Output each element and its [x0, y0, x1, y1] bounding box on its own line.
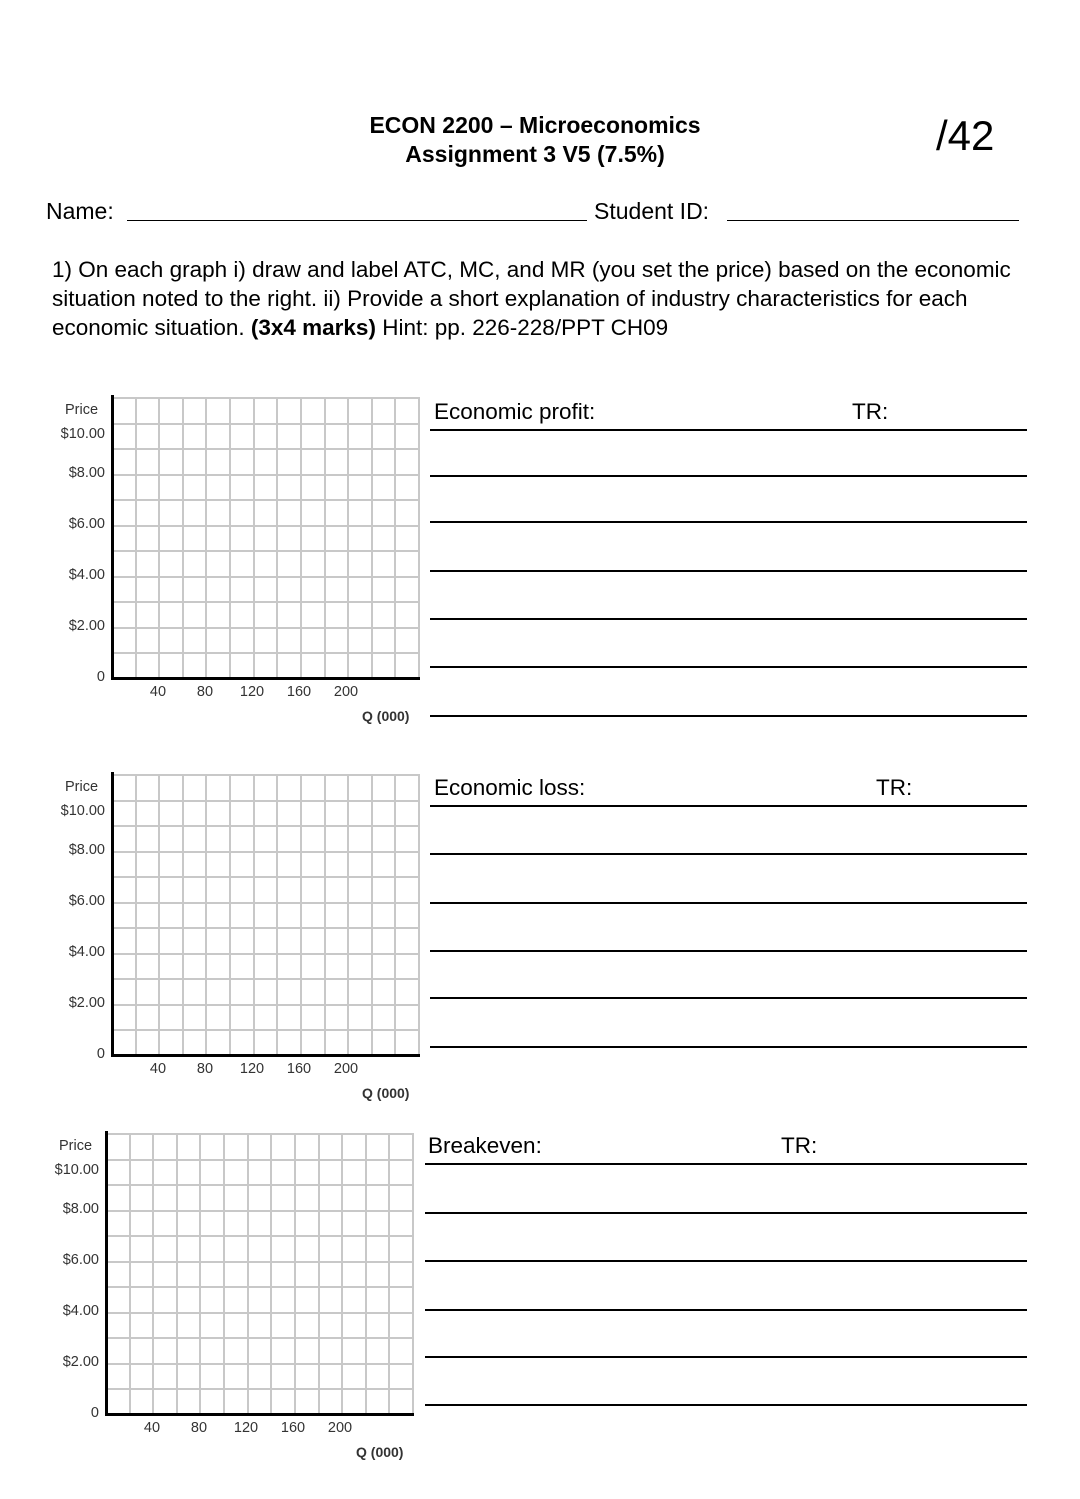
tr-label: TR: [852, 399, 889, 424]
answer-line[interactable] [430, 853, 1027, 855]
grid-line-vertical [324, 397, 326, 678]
grid-line-vertical [276, 397, 278, 678]
answer-line[interactable] [430, 1046, 1027, 1048]
y-tick-label: $10.00 [60, 803, 105, 819]
y-axis [111, 395, 114, 678]
grid-line-horizontal [105, 1337, 412, 1339]
grid-line-horizontal [105, 1261, 412, 1263]
y-tick-label: $4.00 [62, 1303, 99, 1319]
y-tick-label: $8.00 [68, 842, 105, 858]
grid-line-vertical [223, 1133, 225, 1414]
x-tick-label: 200 [333, 1061, 359, 1077]
x-tick-label: 80 [196, 684, 214, 700]
grid-line-vertical [229, 397, 231, 678]
x-tick-label: 80 [190, 1420, 208, 1436]
grid-line-vertical [253, 397, 255, 678]
answer-line[interactable] [425, 1163, 1027, 1165]
grid-line-horizontal [111, 800, 418, 802]
x-tick-label: 120 [233, 1420, 259, 1436]
grid-line-vertical [300, 397, 302, 678]
grid-line-vertical [365, 1133, 367, 1414]
grid-line-horizontal [111, 1029, 418, 1031]
grid-line-vertical [347, 774, 349, 1055]
y-axis-title: Price [65, 779, 99, 795]
grid-line-vertical [182, 774, 184, 1055]
answer-line[interactable] [430, 429, 1027, 431]
student-id-label: Student ID: [594, 198, 710, 224]
grid-line-horizontal [105, 1363, 412, 1365]
name-input-line[interactable] [127, 220, 587, 221]
y-tick-label: $2.00 [68, 618, 105, 634]
grid-line-horizontal [111, 499, 418, 501]
grid-line-vertical [394, 774, 396, 1055]
answer-line[interactable] [425, 1309, 1027, 1311]
grid-line-horizontal [111, 851, 418, 853]
x-tick-label: 80 [196, 1061, 214, 1077]
grid-line-horizontal [105, 1184, 412, 1186]
x-tick-label: 120 [239, 1061, 265, 1077]
question-hint: Hint: pp. 226-228/PPT CH09 [375, 315, 669, 340]
x-axis [111, 1054, 420, 1057]
grid-line-vertical [135, 774, 137, 1055]
y-tick-label: $8.00 [62, 1201, 99, 1217]
answer-line[interactable] [425, 1260, 1027, 1262]
grid-line-horizontal [105, 1133, 412, 1135]
course-title: ECON 2200 – Microeconomics [369, 112, 701, 138]
x-tick-label: 40 [149, 1061, 167, 1077]
grid-line-vertical [158, 774, 160, 1055]
x-axis [105, 1413, 414, 1416]
y-tick-label: $6.00 [62, 1252, 99, 1268]
situation-label: Economic loss: [434, 775, 586, 800]
x-axis [111, 677, 420, 680]
grid-line-horizontal [111, 876, 418, 878]
grid-line-horizontal [111, 448, 418, 450]
grid-line-horizontal [105, 1286, 412, 1288]
grid-line-horizontal [111, 902, 418, 904]
answer-line[interactable] [425, 1356, 1027, 1358]
answer-line[interactable] [430, 618, 1027, 620]
grid-line-vertical [182, 397, 184, 678]
grid-line-horizontal [105, 1388, 412, 1390]
y-axis-title: Price [65, 402, 99, 418]
x-tick-label: 40 [143, 1420, 161, 1436]
answer-line[interactable] [425, 1212, 1027, 1214]
grid-line-vertical [418, 774, 420, 1055]
grid-line-horizontal [111, 423, 418, 425]
answer-line[interactable] [430, 950, 1027, 952]
question-marks: (3x4 marks) [250, 315, 376, 340]
grid-line-vertical [253, 774, 255, 1055]
grid-line-vertical [418, 397, 420, 678]
y-tick-label: 0 [90, 1405, 99, 1421]
situation-label: Economic profit: [434, 399, 596, 424]
x-tick-label: 160 [280, 1420, 306, 1436]
x-tick-label: 160 [286, 684, 312, 700]
assignment-title: Assignment 3 V5 (7.5%) [405, 141, 665, 167]
y-tick-label: $4.00 [68, 944, 105, 960]
answer-line[interactable] [430, 997, 1027, 999]
grid-line-vertical [394, 397, 396, 678]
x-tick-label: 160 [286, 1061, 312, 1077]
grid-line-vertical [294, 1133, 296, 1414]
y-axis-title: Price [59, 1138, 93, 1154]
answer-line[interactable] [425, 1404, 1027, 1406]
y-tick-label: $2.00 [62, 1354, 99, 1370]
grid-line-vertical [276, 774, 278, 1055]
grid-line-vertical [300, 774, 302, 1055]
grid-line-horizontal [111, 825, 418, 827]
answer-line[interactable] [430, 475, 1027, 477]
grid-line-vertical [347, 397, 349, 678]
grid-line-vertical [205, 397, 207, 678]
grid-line-vertical [388, 1133, 390, 1414]
grid-line-vertical [270, 1133, 272, 1414]
question-text [52, 255, 1042, 342]
x-tick-label: 200 [327, 1420, 353, 1436]
tr-label: TR: [876, 775, 913, 800]
x-tick-label: 200 [333, 684, 359, 700]
y-tick-label: 0 [96, 1046, 105, 1062]
grid-line-horizontal [105, 1159, 412, 1161]
y-tick-label: $8.00 [68, 465, 105, 481]
grid-line-horizontal [111, 774, 418, 776]
x-axis-title: Q (000) [362, 1085, 410, 1101]
tr-label: TR: [781, 1133, 818, 1158]
x-tick-label: 120 [239, 684, 265, 700]
grid-line-vertical [129, 1133, 131, 1414]
answer-line[interactable] [430, 666, 1027, 668]
grid-line-horizontal [111, 525, 418, 527]
name-label: Name: [46, 198, 114, 224]
grid-line-vertical [247, 1133, 249, 1414]
answer-line[interactable] [430, 805, 1027, 807]
grid-line-vertical [229, 774, 231, 1055]
grid-line-horizontal [111, 601, 418, 603]
answer-line[interactable] [430, 521, 1027, 523]
grid-line-horizontal [111, 627, 418, 629]
grid-line-vertical [199, 1133, 201, 1414]
grid-line-vertical [176, 1133, 178, 1414]
y-tick-label: 0 [96, 669, 105, 685]
grid-line-horizontal [111, 927, 418, 929]
grid-line-vertical [412, 1133, 414, 1414]
y-tick-label: $10.00 [54, 1162, 99, 1178]
answer-line[interactable] [430, 570, 1027, 572]
grid-line-horizontal [111, 953, 418, 955]
total-score: /42 [936, 112, 995, 159]
y-tick-label: $10.00 [60, 426, 105, 442]
y-axis [111, 772, 114, 1055]
grid-line-vertical [158, 397, 160, 678]
grid-line-vertical [371, 774, 373, 1055]
grid-line-horizontal [105, 1235, 412, 1237]
question-body: 1) On each graph i) draw and label ATC, MC, and MR (you set the price) based on the economic situation noted to the right. ii) Provide a short explanation of industry characteristics for each economic situation. [52, 257, 1011, 340]
y-tick-label: $4.00 [68, 567, 105, 583]
grid-line-horizontal [111, 1004, 418, 1006]
y-tick-label: $6.00 [68, 893, 105, 909]
y-axis [105, 1131, 108, 1414]
grid-line-vertical [318, 1133, 320, 1414]
grid-line-vertical [152, 1133, 154, 1414]
grid-line-horizontal [111, 652, 418, 654]
y-tick-label: $6.00 [68, 516, 105, 532]
grid-line-horizontal [111, 978, 418, 980]
x-axis-title: Q (000) [356, 1444, 404, 1460]
grid-line-horizontal [105, 1312, 412, 1314]
grid-line-vertical [135, 397, 137, 678]
answer-line[interactable] [430, 715, 1027, 717]
answer-line[interactable] [430, 902, 1027, 904]
x-tick-label: 40 [149, 684, 167, 700]
grid-line-vertical [371, 397, 373, 678]
grid-line-vertical [341, 1133, 343, 1414]
grid-line-horizontal [111, 397, 418, 399]
grid-line-horizontal [111, 576, 418, 578]
grid-line-vertical [324, 774, 326, 1055]
x-axis-title: Q (000) [362, 708, 410, 724]
student-id-input-line[interactable] [727, 220, 1019, 221]
situation-label: Breakeven: [428, 1133, 542, 1158]
y-tick-label: $2.00 [68, 995, 105, 1011]
grid-line-horizontal [105, 1210, 412, 1212]
grid-line-vertical [205, 774, 207, 1055]
grid-line-horizontal [111, 550, 418, 552]
grid-line-horizontal [111, 474, 418, 476]
